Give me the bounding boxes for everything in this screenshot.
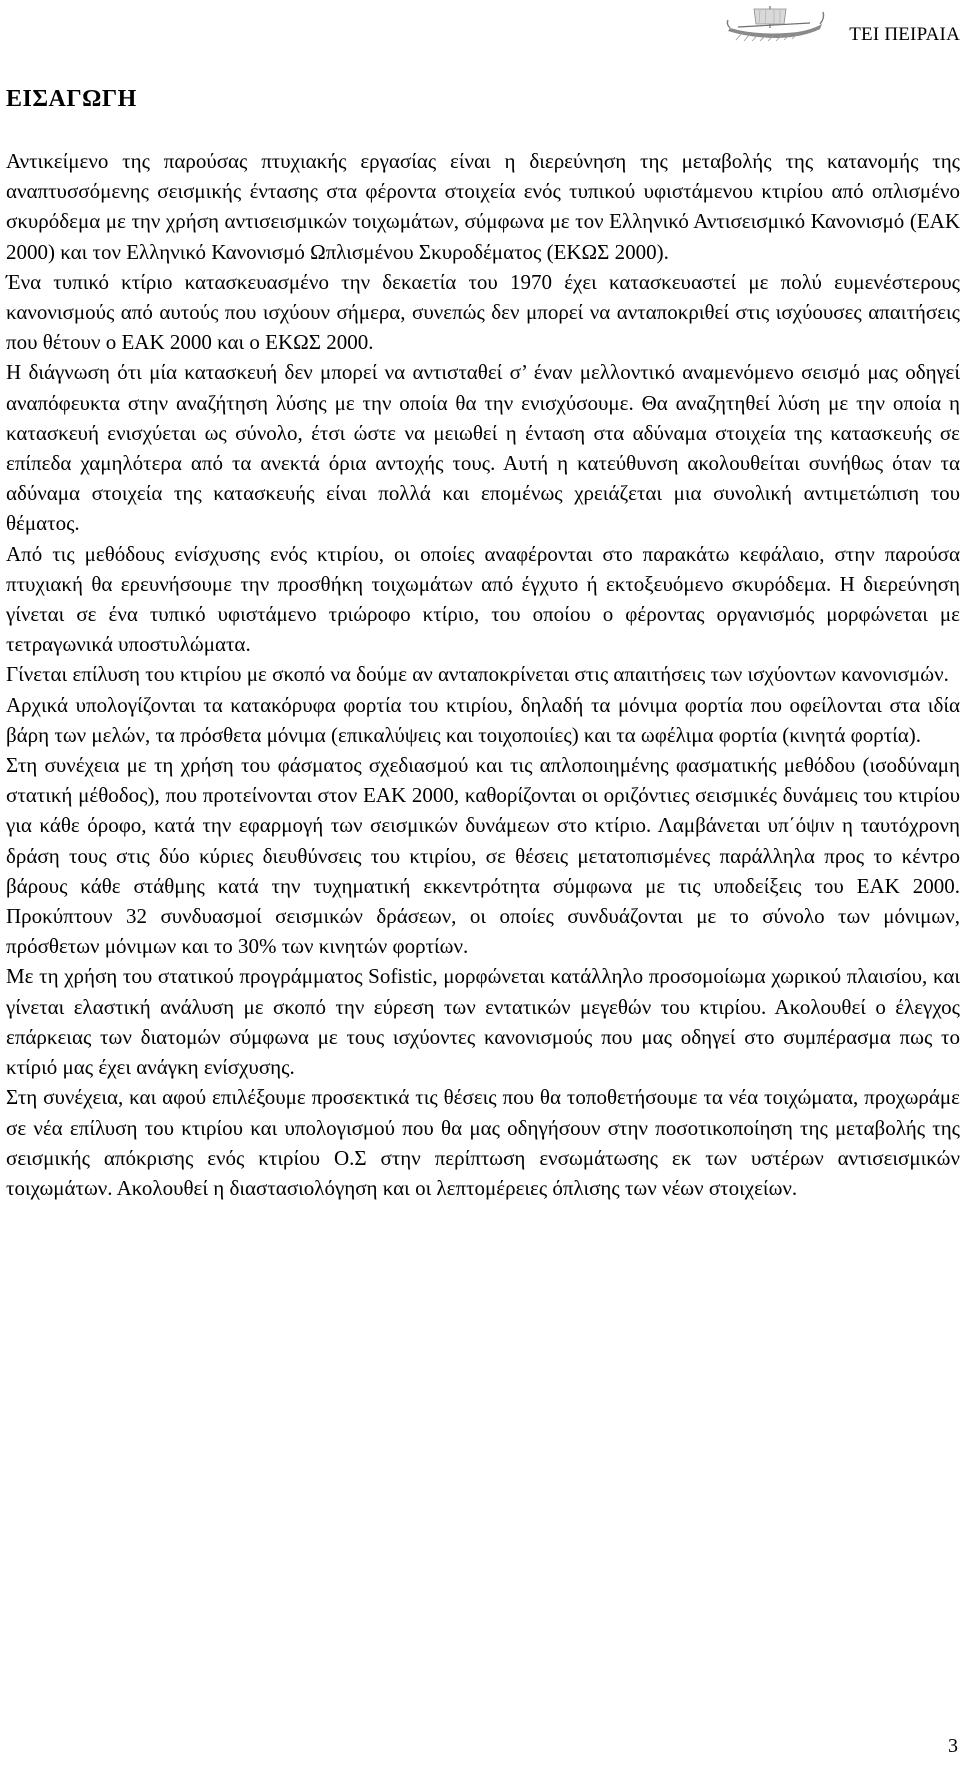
introduction-body	[6, 146, 960, 1203]
paragraph: Από τις μεθόδους ενίσχυσης ενός κτιρίου, οι οποίες αναφέρονται στο παρακάτω κεφάλαιο, στην παρούσα πτυχιακή θα ερευνήσουμε την προσθήκη τοιχωμάτων από έγχυτο ή εκτοξευόμενο σκυρόδεμα. Η διερεύνηση γίνεται σε ένα τυπικό υφιστάμενο τριώροφο κτίριο, του οποίου ο φέροντας οργανισμός μορφώνεται με τετραγωνικά υποστυλώματα.	[6, 541, 960, 657]
page-number: 3	[948, 1735, 958, 1757]
paragraph: Γίνεται επίλυση του κτιρίου με σκοπό να δούμε αν ανταποκρίνεται στις απαιτήσεις των ισχύοντων κανονισμών.	[6, 662, 949, 687]
page-header	[0, 0, 960, 60]
paragraph: Αρχικά υπολογίζονται τα κατακόρυφα φορτία του κτιρίου, δηλαδή τα μόνιμα φορτία που οφείλονται στα ιδία βάρη των μελών, τα πρόσθετα μόνιμα (επικαλύψεις και τοιχοποιίες) και τα ωφέλιμα φορτία (κινητά φορτία).	[6, 692, 960, 747]
paragraph: Αντικείμενο της παρούσας πτυχιακής εργασίας είναι η διερεύνηση της μεταβολής της κατανομής της αναπτυσσόμενης σεισμικής έντασης στα φέροντα στοιχεία ενός τυπικού υφιστάμενου κτιρίου από οπλισμένο σκυρόδεμα με την χρήση αντισεισμικών τοιχωμάτων, σύμφωνα με τον Ελληνικό Αντισεισμικό Κανονισμό (ΕΑΚ 2000) και τον Ελληνικό Κανονισμό Ωπλισμένου Σκυροδέματος (ΕΚΩΣ 2000).	[6, 149, 960, 264]
section-title: ΕΙΣΑΓΩΓΗ	[6, 86, 137, 112]
paragraph: Στη συνέχεια, και αφού επιλέξουμε προσεκτικά τις θέσεις που θα τοποθετήσουμε τα νέα τοιχώματα, προχωράμε σε νέα επίλυση του κτιρίου και υπολογισμού που θα μας οδηγήσουν στην ποσοτικοποίηση της μεταβολής της σεισμικής απόκρισης ενός κτιρίου Ο.Σ στην περίπτωση ενσωμάτωσης εκ των υστέρων αντισεισμικών τοιχωμάτων. Ακολουθεί η διαστασιολόγηση και οι λεπτομέρειες όπλισης των νέων στοιχείων.	[6, 1085, 960, 1200]
paragraph: Με τη χρήση του στατικού προγράμματος Sofistic, μορφώνεται κατάλληλο προσομοίωμα χωρικού πλαισίου, και γίνεται ελαστική ανάλυση με σκοπό την εύρεση των εντατικών μεγεθών του κτιρίου. Ακολουθεί ο έλεγχος επάρκειας των διατομών σύμφωνα με τους ισχύοντες κανονισμούς που μας οδηγεί στο συμπέρασμα πως το κτίριό μας έχει ανάγκη ενίσχυσης.	[6, 964, 960, 1080]
paragraph: Στη συνέχεια με τη χρήση του φάσματος σχεδιασμού και τις απλοποιημένης φασματικής μεθόδου (ισοδύναμη στατική μέθοδος), που προτείνονται στον ΕΑΚ 2000, καθορίζονται οι οριζόντιες σεισμικές δυνάμεις του κτιρίου για κάθε όροφο, κατά την εφαρμογή των σεισμικών δυνάμεων στο κτίριο. Λαμβάνεται υπ΄όψιν η ταυτόχρονη δράση τους στις δύο κύριες διευθύνσεις του κτιρίου, σε θέσεις μετατοπισμένες παράλληλα προς το κέντρο βάρους κάθε στάθμης κατά την τυχηματική εκκεντρότητα σύμφωνα με τις υποδείξεις του ΕΑΚ 2000. Προκύπτουν 32 συνδυασμοί σεισμικών δράσεων, οι οποίες συνδυάζονται με το σύνολο των μόνιμων, πρόσθετων μόνιμων και το 30% των κινητών φορτίων.	[6, 753, 960, 959]
ancient-ship-logo-icon	[724, 2, 828, 42]
institution-name: ΤΕΙ ΠΕΙΡΑΙΑ	[849, 24, 960, 45]
paragraph: Η διάγνωση ότι μία κατασκευή δεν μπορεί να αντισταθεί σ’ έναν μελλοντικό αναμενόμενο σεισμό μας οδηγεί αναπόφευκτα στην αναζήτηση λύσης με την οποία θα την ενισχύσουμε. Θα αναζητηθεί λύση με την οποία η κατασκευή ενισχύεται ως σύνολο, έτσι ώστε να μειωθεί η ένταση στα αδύναμα στοιχεία της κατασκευής σε επίπεδα χαμηλότερα από τα ανεκτά όρια αντοχής τους. Αυτή η κατεύθυνση ακολουθείται συνήθως όταν τα αδύναμα στοιχεία της κατασκευής είναι πολλά και επομένως χρειάζεται μια συνολική αντιμετώπιση του θέματος.	[6, 360, 960, 536]
paragraph: Ένα τυπικό κτίριο κατασκευασμένο την δεκαετία του 1970 έχει κατασκευαστεί με πολύ ευμενέστερους κανονισμούς από αυτούς που ισχύουν σήμερα, συνεπώς δεν μπορεί να ανταποκριθεί στις ισχύουσες απαιτήσεις που θέτουν ο ΕΑΚ 2000 και ο ΕΚΩΣ 2000.	[6, 269, 960, 355]
